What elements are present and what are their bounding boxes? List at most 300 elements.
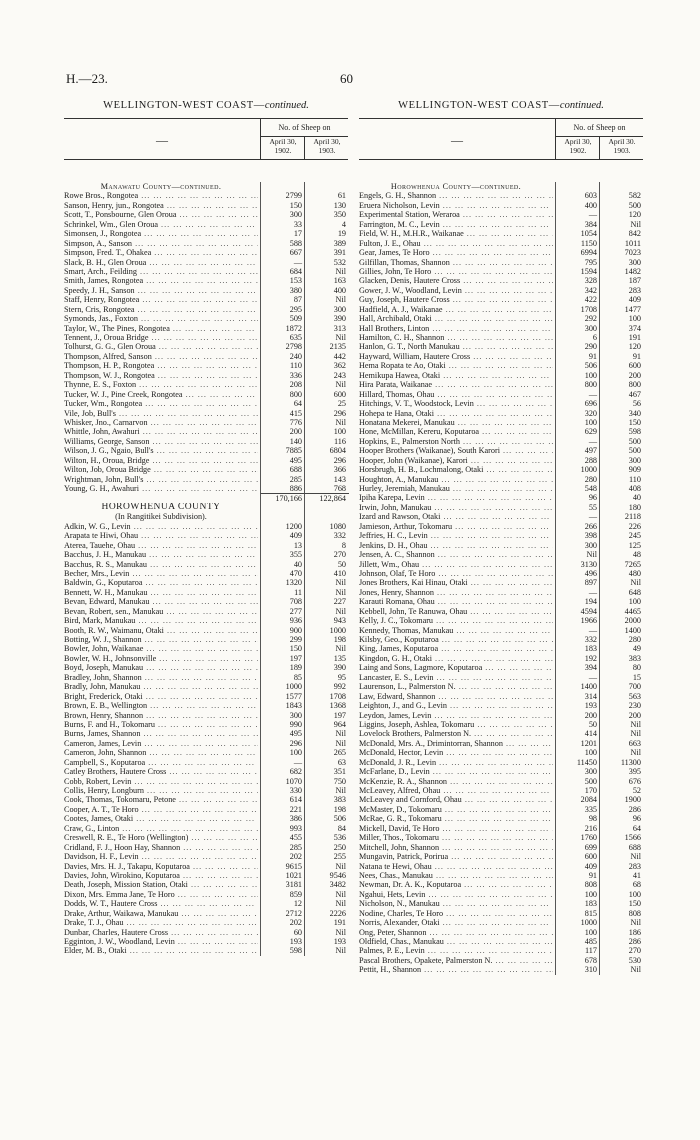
sheep-1902: 300 (260, 711, 305, 720)
sheep-1902: 6 (555, 333, 600, 342)
sheep-1902: 859 (260, 890, 305, 899)
table-row (64, 862, 348, 871)
table-row (359, 937, 643, 946)
sheep-1903: 283 (599, 286, 644, 295)
sheep-1902: 13 (260, 541, 305, 550)
owner-name: Hayward, William, Hautere Cross ... . (359, 352, 553, 361)
sheep-1902: 1843 (260, 701, 305, 710)
table-row (359, 871, 643, 880)
sheep-1902: 3130 (555, 560, 600, 569)
sheep-1902: 150 (260, 644, 305, 653)
table-row (359, 371, 643, 380)
table-row (64, 805, 348, 814)
table-row (359, 191, 643, 200)
sheep-1902: 12 (260, 899, 305, 908)
table-row (359, 692, 643, 701)
owner-name: Baldwin, G., Koputaroa ... . (64, 578, 258, 587)
sheep-1903: 91 (599, 352, 644, 361)
sheep-1903: 768 (304, 484, 349, 493)
table-row (359, 446, 643, 455)
owner-name: Farrington, M. C., Levin ... . (359, 220, 553, 229)
table-row (359, 748, 643, 757)
owner-name: Jillett, Wm., Ohau ... . (359, 560, 553, 569)
table-row (64, 522, 348, 531)
sheep-1903: 688 (599, 843, 644, 852)
owner-name: Hitchings, V. T., Woodstock, Levin ... . (359, 399, 553, 408)
table-row (64, 635, 348, 644)
owner-name: Dunbar, Charles, Hautere Cross ... . (64, 928, 258, 937)
sheep-1902: — (260, 258, 305, 267)
owner-name: Burns, James, Shannon ... . (64, 729, 258, 738)
table-row (64, 550, 348, 559)
sheep-1903: Nil (304, 890, 349, 899)
sheep-1902: 678 (555, 956, 600, 965)
owner-name: Egginton, J. W., Woodland, Levin ... . (64, 937, 258, 946)
sheep-1902: 1054 (555, 229, 600, 238)
sheep-1902: 300 (555, 767, 600, 776)
table-row (64, 484, 348, 493)
table-row (359, 965, 643, 974)
sheep-1902: 1872 (260, 324, 305, 333)
table-row (359, 701, 643, 710)
sheep-1903: 800 (599, 380, 644, 389)
sheep-1902: 496 (555, 569, 600, 578)
sheep-1902: 336 (260, 371, 305, 380)
table-row (64, 286, 348, 295)
sheep-1903: 390 (304, 314, 349, 323)
sheep-1903: 163 (304, 276, 349, 285)
owner-name: Arapata te Hiwi, Ohau ... . (64, 531, 258, 540)
sheep-1903: 808 (599, 909, 644, 918)
sheep-1903: 280 (599, 635, 644, 644)
table-row (359, 682, 643, 691)
table-row (64, 833, 348, 842)
sheep-1903: 191 (599, 333, 644, 342)
sheep-1903: 366 (304, 465, 349, 474)
sheep-1903: 2135 (304, 342, 349, 351)
owner-name: Bright, Frederick, Otaki ... . (64, 692, 258, 701)
sheep-1902: — (260, 758, 305, 767)
sheep-1902: — (555, 626, 600, 635)
left-column (64, 98, 348, 956)
owner-name: Whittle, John, Awahuri ... . (64, 427, 258, 436)
sheep-1903: Nil (304, 267, 349, 276)
year-1903-header: April 30, 1903. (304, 137, 349, 159)
owner-name: Hall Brothers, Linton ... . (359, 324, 553, 333)
owner-name: Kelly, J. C., Tokomaru ... . (359, 616, 553, 625)
sheep-1902: 509 (260, 314, 305, 323)
sheep-1903: 25 (304, 399, 349, 408)
sheep-1903: 6804 (304, 446, 349, 455)
owner-name: Dodds, W. T., Hautere Cross ... . (64, 899, 258, 908)
sheep-1903: 243 (304, 371, 349, 380)
sheep-1903: 286 (599, 937, 644, 946)
sheep-1903: 350 (304, 210, 349, 219)
table-row (359, 569, 643, 578)
table-row (359, 805, 643, 814)
sheep-1902: 900 (260, 626, 305, 635)
sheep-1903: 265 (304, 748, 349, 757)
table-row (64, 720, 348, 729)
sheep-1902: 55 (555, 503, 600, 512)
owner-list (359, 182, 643, 975)
table-row (359, 484, 643, 493)
sheep-1903: 135 (304, 654, 349, 663)
table-row (64, 644, 348, 653)
owner-name: Tolhurst, G. G., Glen Oroua ... . (64, 342, 258, 351)
table-row (359, 862, 643, 871)
owner-name: Hillard, Thomas, Ohau ... . (359, 390, 553, 399)
table-row (64, 777, 348, 786)
owner-name: Whisker, Jno., Carnarvon ... . (64, 418, 258, 427)
table-row (64, 229, 348, 238)
table-row (64, 399, 348, 408)
column-title: WELLINGTON-WEST COAST—continued. (103, 100, 309, 111)
table-row (359, 418, 643, 427)
table-row (64, 390, 348, 399)
year-1902-header: April 30, 1902. (555, 137, 600, 159)
sheep-1902: 422 (555, 295, 600, 304)
sheep-1903: Nil (599, 918, 644, 927)
sheep-1902: 170,166 (260, 493, 305, 503)
owner-name: Cootes, James, Otaki ... . (64, 814, 258, 823)
table-row (359, 767, 643, 776)
owner-name: Bowler, W. H., Johnsonville ... . (64, 654, 258, 663)
table-row (359, 588, 643, 597)
owner-name: Taylor, W., The Pines, Rongotea ... . (64, 324, 258, 333)
sheep-1903: 41 (599, 871, 644, 880)
sheep-1902: 699 (555, 843, 600, 852)
sheep-1903: Nil (304, 418, 349, 427)
table-row (64, 597, 348, 606)
owner-name: Oldfield, Chas., Manukau ... . (359, 937, 553, 946)
sheep-1902: 2712 (260, 909, 305, 918)
sheep-1902: — (555, 512, 600, 521)
owner-name: Johnson, Olaf, Te Horo ... . (359, 569, 553, 578)
sheep-1903: 230 (599, 701, 644, 710)
owner-name: Cameron, John, Shannon ... . (64, 748, 258, 757)
table-row (359, 616, 643, 625)
sheep-1902: 386 (260, 814, 305, 823)
owner-name: Simpson, A., Sanson ... . (64, 239, 258, 248)
table-row (359, 786, 643, 795)
sheep-1903: 64 (599, 824, 644, 833)
sheep-1903: 1000 (304, 626, 349, 635)
sheep-1902: 1201 (555, 739, 600, 748)
table-row (64, 852, 348, 861)
owner-name: Law, Edward, Shannon ... . (359, 692, 553, 701)
owner-name: Pascal Brothers, Opakete, Palmerston N. ... . (359, 956, 553, 965)
owner-name: Bradley, John, Shannon ... . (64, 673, 258, 682)
sheep-1903: 95 (304, 673, 349, 682)
owner-name: Hooper, John (Waikanae), Karori ... . (359, 456, 553, 465)
owner-name: Wilson, J. G., Ngaio, Bull's ... . (64, 446, 258, 455)
owner-name: Hone, McMillan, Kereru, Koputaroa ... . (359, 427, 553, 436)
sheep-1903: 227 (304, 597, 349, 606)
sheep-1903: 7023 (599, 248, 644, 257)
owner-name: Bowler, John, Waikanae ... . (64, 644, 258, 653)
table-row (64, 654, 348, 663)
owner-name: Davies, Mrs. H. J., Takapu, Koputaroa ... . (64, 862, 258, 871)
sheep-1903: 2226 (304, 909, 349, 918)
sheep-1903: 100 (599, 597, 644, 606)
sheep-1902: 3181 (260, 880, 305, 889)
name-column-header: — (156, 133, 168, 147)
sheep-1902: 1000 (260, 682, 305, 691)
owner-name: Cooper, A. T., Te Horo ... . (64, 805, 258, 814)
sheep-1902: 495 (260, 456, 305, 465)
sheep-1903: Nil (599, 729, 644, 738)
owner-name: McDonald, Hector, Levin ... . (359, 748, 553, 757)
sheep-1902: 328 (555, 276, 600, 285)
table-row (64, 191, 348, 200)
sheep-1903: 150 (599, 418, 644, 427)
table-row (64, 786, 348, 795)
sheep-1903: 663 (599, 739, 644, 748)
table-row (359, 295, 643, 304)
sheep-1902: 4594 (555, 607, 600, 616)
sheep-1902: 314 (555, 692, 600, 701)
sheep-1903: 410 (304, 569, 349, 578)
year-1903-header: April 30. 1903. (599, 137, 644, 159)
sheep-1903: 1708 (304, 692, 349, 701)
sheep-1903: 40 (599, 493, 644, 502)
table-row (64, 295, 348, 304)
sheep-1902: 100 (555, 890, 600, 899)
sheep-1903 (304, 512, 349, 521)
sheep-1903: 198 (304, 635, 349, 644)
sheep-1903: 8 (304, 541, 349, 550)
owner-name: Ong, Peter, Shannon ... . (359, 928, 553, 937)
sheep-1903: Nil (304, 946, 349, 955)
table-row (359, 229, 643, 238)
table-row (64, 201, 348, 210)
sheep-1903: 340 (599, 409, 644, 418)
table-row (359, 276, 643, 285)
table-row (64, 626, 348, 635)
sheep-1902: 300 (555, 324, 600, 333)
sheep-1902: 667 (260, 248, 305, 257)
sheep-1902: 290 (555, 342, 600, 351)
sheep-1902: 684 (260, 267, 305, 276)
sheep-1902: 795 (555, 258, 600, 267)
sheep-1903: 193 (304, 937, 349, 946)
owner-name: Hira Parata, Waikanae ... . (359, 380, 553, 389)
table-row (359, 814, 643, 823)
sheep-1902: 292 (555, 314, 600, 323)
sheep-1902: 409 (555, 862, 600, 871)
sheep-1902: 11 (260, 588, 305, 597)
owner-name: Wilton, H., Oroua, Bridge ... . (64, 456, 258, 465)
table-row (64, 909, 348, 918)
sheep-1903: Nil (599, 748, 644, 757)
sheep-1903: 1482 (599, 267, 644, 276)
owner-name: Sanson, Henry, jun., Rongotea ... . (64, 201, 258, 210)
table-row (359, 324, 643, 333)
sheep-1903: 110 (599, 475, 644, 484)
sheep-1903: Nil (304, 729, 349, 738)
sheep-1902: 614 (260, 795, 305, 804)
owner-name: McKenzie, R. A., Shannon ... . (359, 777, 553, 786)
owner-name: Leydon, James, Levin ... . (359, 711, 553, 720)
sheep-1903: 532 (304, 258, 349, 267)
table-row (359, 267, 643, 276)
sheep-1902: 197 (260, 654, 305, 663)
sheep-1902: 140 (260, 437, 305, 446)
owner-name: Gillies, John, Te Horo ... . (359, 267, 553, 276)
sheep-1902: 682 (260, 767, 305, 776)
sheep-1903: 374 (599, 324, 644, 333)
table-row (64, 333, 348, 342)
sheep-1903: Nil (304, 333, 349, 342)
sheep-1903: Nil (599, 578, 644, 587)
sheep-1902: 192 (555, 654, 600, 663)
sheep-1903: Nil (304, 739, 349, 748)
right-column (359, 98, 643, 975)
sheep-1903: 186 (599, 928, 644, 937)
sheep-1902: 100 (555, 418, 600, 427)
table-row (64, 456, 348, 465)
sheep-1903: 270 (304, 550, 349, 559)
county-heading (64, 503, 348, 512)
table-row (64, 418, 348, 427)
table-row (64, 220, 348, 229)
table-row (359, 626, 643, 635)
table-row (64, 342, 348, 351)
owner-name: Bradly, John, Manukau ... . (64, 682, 258, 691)
sheep-1902: 200 (260, 427, 305, 436)
sheep-1902: 202 (260, 918, 305, 927)
sheep-1902: 91 (555, 871, 600, 880)
sheep-1903: 116 (304, 437, 349, 446)
sheep-1903: 1477 (599, 305, 644, 314)
sheep-1903: 286 (599, 805, 644, 814)
sheep-1902: 153 (260, 276, 305, 285)
table-row (359, 541, 643, 550)
table-row (359, 409, 643, 418)
owner-list (64, 182, 348, 956)
table-row (64, 673, 348, 682)
owner-name: Stern, Cris, Rongotea ... . (64, 305, 258, 314)
table-row (64, 824, 348, 833)
sheep-1902: 506 (555, 361, 600, 370)
sheep-1903: 283 (599, 862, 644, 871)
sheep-1902: 11450 (555, 758, 600, 767)
sheep-1903: 351 (304, 767, 349, 776)
table-row (64, 210, 348, 219)
sheep-1902: 1400 (555, 682, 600, 691)
sheep-1903: 408 (599, 484, 644, 493)
table-row (64, 427, 348, 436)
sheep-1903: 150 (599, 899, 644, 908)
sheep-1902: 150 (260, 201, 305, 210)
sheep-1902: 2799 (260, 191, 305, 200)
sheep-1902: 277 (260, 607, 305, 616)
sheep-1903: 250 (304, 843, 349, 852)
owner-name: Newman, Dr. A. K., Koputaroa ... . (359, 880, 553, 889)
table-row (359, 578, 643, 587)
owner-name: HOROWHENUA COUNTY (101, 502, 221, 512)
sheep-1902: Nil (555, 550, 600, 559)
sheep-1902: 194 (555, 597, 600, 606)
table-row (359, 314, 643, 323)
section-heading (359, 182, 643, 191)
sheep-1902: 1594 (555, 267, 600, 276)
table-row (64, 276, 348, 285)
sheep-1902: 897 (555, 578, 600, 587)
sheep-1902: 1966 (555, 616, 600, 625)
owner-name: Palmes, P. E., Levin ... . (359, 946, 553, 955)
owner-name: Gower, J. W., Woodland, Levin ... . (359, 286, 553, 295)
table-row (359, 352, 643, 361)
table-row (64, 541, 348, 550)
owner-name: Tennent, J., Oroua Bridge ... . (64, 333, 258, 342)
table-row (64, 248, 348, 257)
sheep-1903 (304, 503, 349, 512)
sheep-1903: 191 (304, 918, 349, 927)
owner-name: Vile, Job, Bull's ... . (64, 409, 258, 418)
owner-name: Horowhenua County—continued. (390, 182, 522, 191)
table-row (64, 758, 348, 767)
table-row (64, 324, 348, 333)
sheep-1903: Nil (304, 380, 349, 389)
owner-name: Glacken, Denis, Hautere Cross ... . (359, 276, 553, 285)
sheep-1902: 1760 (555, 833, 600, 842)
owner-name: Thompson, W. J., Rongotea ... . (64, 371, 258, 380)
owner-name: Bacchus, J. H., Manukau ... . (64, 550, 258, 559)
table-row (64, 380, 348, 389)
sheep-1902: — (555, 210, 600, 219)
sheep-1902: 414 (555, 729, 600, 738)
sheep-1903: 52 (599, 786, 644, 795)
sheep-1902: 299 (260, 635, 305, 644)
owner-name: Ngahui, Hets, Levin ... . (359, 890, 553, 899)
sheep-1902: 409 (260, 531, 305, 540)
sheep-1903: Nil (304, 928, 349, 937)
owner-name: Leighton, J., and G., Levin ... . (359, 701, 553, 710)
sheep-1902: 380 (260, 286, 305, 295)
sheep-1903: Nil (599, 220, 644, 229)
owner-name: Speedy, J. H., Sanson ... . (64, 286, 258, 295)
sheep-1902: 100 (555, 748, 600, 757)
sheep-1903: Nil (304, 786, 349, 795)
owner-name: Smith, James, Rongotea ... . (64, 276, 258, 285)
sheep-1903: 2118 (599, 512, 644, 521)
table-row (64, 946, 348, 955)
sheep-1902: 330 (260, 786, 305, 795)
sheep-1902: 60 (260, 928, 305, 937)
table-row (359, 795, 643, 804)
table-row (359, 550, 643, 559)
table-row (64, 314, 348, 323)
sheep-1903: 480 (599, 569, 644, 578)
table-row (359, 673, 643, 682)
owner-name: Drake, Arthur, Waikawa, Manukau ... . (64, 909, 258, 918)
owner-name: Drake, T. J., Ohau ... . (64, 918, 258, 927)
sheep-1902: 9615 (260, 862, 305, 871)
table-row (64, 711, 348, 720)
owner-name: Hanlon, G. T., North Manukau ... . (359, 342, 553, 351)
table-row (64, 937, 348, 946)
sheep-1902: 100 (260, 748, 305, 757)
sheep-1902: 603 (555, 191, 600, 200)
table-row (359, 390, 643, 399)
sheep-1902: 400 (555, 201, 600, 210)
sheep-1903: 467 (599, 390, 644, 399)
table-row (64, 437, 348, 446)
sheep-1903: 100 (599, 314, 644, 323)
sheep-1903: 400 (304, 286, 349, 295)
